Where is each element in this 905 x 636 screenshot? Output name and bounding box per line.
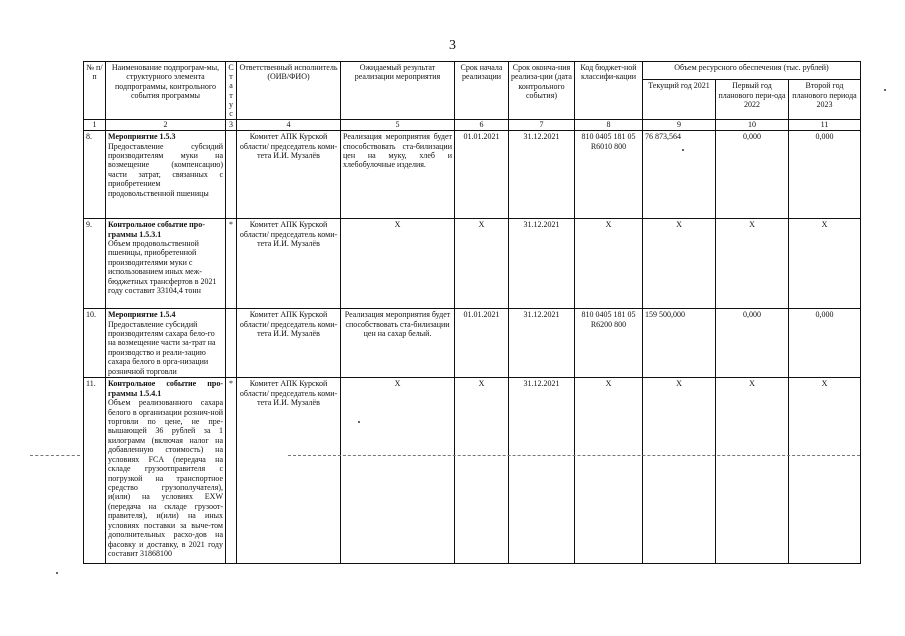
col-index: 2 (106, 120, 226, 131)
row-name (106, 219, 226, 309)
row-second-year: X (789, 219, 861, 309)
scan-artifact-line (30, 455, 80, 456)
row-budget-code: X (575, 378, 643, 564)
row-name (106, 378, 226, 564)
row-result: Реализация мероприятия будет способствовать ста-билизации цен на сахар белый. (341, 309, 455, 378)
header-name: Наименование подпрограм-мы, структурного элемента подпрограммы, контрольного события программы (106, 62, 226, 120)
row-current-year: X (643, 219, 716, 309)
header-executor: Ответственный исполнитель (ОИВ/ФИО) (237, 62, 341, 120)
row-budget-code: 810 0405 181 05 R6010 800 (575, 131, 643, 219)
scan-artifact-line (288, 455, 860, 456)
scan-speck (56, 572, 58, 574)
row-current-year: 76 873,564 (643, 131, 716, 219)
header-num: № п/п (84, 62, 106, 120)
scan-speck (682, 149, 684, 151)
row-budget-code: X (575, 219, 643, 309)
row-current-year: X (643, 378, 716, 564)
row-end: 31.12.2021 (509, 309, 575, 378)
row-executor: Комитет АПК Курской области/ председатель коми-тета И.И. Музалёв (237, 378, 341, 564)
row-current-year: 159 500,000 (643, 309, 716, 378)
row-first-year: X (716, 219, 789, 309)
row-description: Объем продовольственной пшеницы, приобретенной производителями муки с использованием иных меж-бюджетных трансфертов в 2021 году составит 33104,4 тонн (108, 239, 217, 296)
col-index: 4 (237, 120, 341, 131)
row-end: 31.12.2021 (509, 378, 575, 564)
col-index: 8 (575, 120, 643, 131)
row-second-year: 0,000 (789, 131, 861, 219)
scan-speck (884, 89, 886, 91)
row-first-year: 0,000 (716, 131, 789, 219)
row-start: 01.01.2021 (455, 309, 509, 378)
header-second-year: Второй год планового периода 2023 (789, 80, 861, 120)
header-start: Срок начала реализации (455, 62, 509, 120)
row-num: 11. (84, 378, 106, 564)
row-start: X (455, 219, 509, 309)
row-title: Мероприятие 1.5.3 (108, 132, 176, 142)
header-end: Срок оконча-ния реализа-ции (дата контрольного события) (509, 62, 575, 120)
row-second-year: 0,000 (789, 309, 861, 378)
table-row (84, 131, 861, 219)
row-description: Предоставление субсидий производителям муки на возмещение (компенсацию) части затрат, связанных с приобретением продовольственной пшеницы (108, 141, 223, 198)
col-index: 5 (341, 120, 455, 131)
row-first-year: X (716, 378, 789, 564)
header-status: С т а т у с (226, 62, 237, 120)
row-title: Контрольное событие про-граммы 1.5.4.1 (108, 379, 223, 398)
header-result: Ожидаемый результат реализации мероприятия (341, 62, 455, 120)
row-title: Контрольное событие про-граммы 1.5.3.1 (108, 220, 205, 239)
program-plan-table (83, 61, 861, 564)
row-name (106, 309, 226, 378)
col-index: 11 (789, 120, 861, 131)
row-end: 31.12.2021 (509, 219, 575, 309)
row-result: X (341, 219, 455, 309)
row-executor: Комитет АПК Курской области/ председатель коми-тета И.И. Музалёв (237, 219, 341, 309)
row-end: 31.12.2021 (509, 131, 575, 219)
table-row (84, 309, 861, 378)
header-budget-code: Код бюджет-ной классифи-кации (575, 62, 643, 120)
row-status (226, 131, 237, 219)
row-status (226, 309, 237, 378)
row-start: X (455, 378, 509, 564)
col-index: 1 (84, 120, 106, 131)
column-index-row (84, 120, 861, 131)
header-current-year: Текущий год 2021 (643, 80, 716, 120)
row-name (106, 131, 226, 219)
header-row (84, 62, 861, 80)
col-index: 9 (643, 120, 716, 131)
row-num: 10. (84, 309, 106, 378)
table-row (84, 219, 861, 309)
header-first-year: Первый год планового пери-ода 2022 (716, 80, 789, 120)
scan-speck (358, 421, 360, 423)
col-index: 6 (455, 120, 509, 131)
header-funding-group: Объем ресурсного обеспечения (тыс. рублей) (643, 62, 861, 80)
row-executor: Комитет АПК Курской области/ председатель коми-тета И.И. Музалёв (237, 131, 341, 219)
page-number: 3 (449, 38, 456, 53)
row-description: Объем реализованного сахара белого в организации рознич-ной торговли по цене, не пре-вышающей 36 рублей за 1 килограмм (включая налог на добавленную стоимость) на условиях FCA (передача на складе грузоотправителя с погрузкой на транспортное средство грузополучателя), и(или) на условиях EXW (передача на складе грузоот-правителя), и(или) на иных условиях поставки за выче-том дополнительных расхо-дов на фасовку и доставку, в 2021 году составит 31868100 (108, 398, 223, 559)
row-second-year: X (789, 378, 861, 564)
row-first-year: 0,000 (716, 309, 789, 378)
col-index: 10 (716, 120, 789, 131)
row-num: 9. (84, 219, 106, 309)
table-row (84, 378, 861, 564)
row-result: X (341, 378, 455, 564)
row-budget-code: 810 0405 181 05 R6200 800 (575, 309, 643, 378)
row-start: 01.01.2021 (455, 131, 509, 219)
row-status: * (226, 378, 237, 564)
row-description: Предоставление субсидий производителям сахара бело-го на возмещение части за-трат на производство и реали-зацию сахара белого в орга-низации розничной торговли (108, 319, 216, 376)
row-result: Реализация мероприятия будет способствовать ста-билизации цен на муку, хлеб и хлебобулочные изделия. (341, 131, 455, 219)
row-status: * (226, 219, 237, 309)
row-num: 8. (84, 131, 106, 219)
row-title: Мероприятие 1.5.4 (108, 310, 176, 320)
row-executor: Комитет АПК Курской области/ председатель коми-тета И.И. Музалёв (237, 309, 341, 378)
col-index: 3 (226, 120, 237, 131)
col-index: 7 (509, 120, 575, 131)
